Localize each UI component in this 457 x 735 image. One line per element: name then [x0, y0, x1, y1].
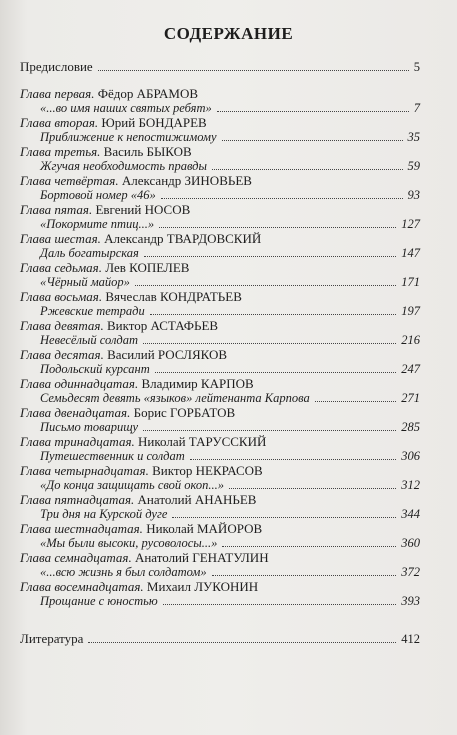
chapter-page: 147 — [401, 246, 420, 260]
dot-leader — [98, 70, 409, 71]
chapter-title-row — [20, 333, 420, 347]
chapter-title-row — [20, 101, 420, 115]
chapter-heading — [20, 434, 420, 449]
chapter-author: Вячеслав КОНДРАТЬЕВ — [105, 289, 242, 304]
chapter-author: Александр ЗИНОВЬЕВ — [121, 173, 252, 188]
chapter-heading — [20, 376, 420, 391]
chapter-title-row — [20, 362, 420, 376]
chapter-page: 271 — [401, 391, 420, 405]
chapter-number: Глава семнадцатая. — [20, 550, 132, 565]
chapter-author: Владимир КАРПОВ — [141, 376, 254, 391]
chapter-author: Лев КОПЕЛЕВ — [105, 260, 190, 275]
chapter-title: «...всю жизнь я был солдатом» — [40, 565, 207, 579]
chapter-author: Василь БЫКОВ — [103, 144, 192, 159]
chapter-title-row — [20, 246, 420, 260]
dot-leader — [143, 343, 396, 344]
chapter-number: Глава восьмая. — [20, 289, 103, 304]
chapter-title-row — [20, 449, 420, 463]
chapter-title-row — [20, 420, 420, 434]
dot-leader — [143, 430, 396, 431]
chapter-heading — [20, 579, 420, 594]
chapter-number: Глава тринадцатая. — [20, 434, 135, 449]
chapter-title: Приближение к непостижимому — [40, 130, 217, 144]
chapter-title: Ржевские тетради — [40, 304, 145, 318]
chapter-title-row — [20, 391, 420, 405]
toc-entry-chapter — [20, 579, 420, 608]
chapter-title: Невесёлый солдат — [40, 333, 138, 347]
dot-leader — [172, 517, 396, 518]
chapter-page: 247 — [401, 362, 420, 376]
dot-leader — [161, 198, 403, 199]
toc-entry-chapter — [20, 347, 420, 376]
dot-leader — [144, 256, 396, 257]
chapter-title: «Мы были высоки, русоволосы...» — [40, 536, 218, 550]
dot-leader — [155, 372, 397, 373]
chapter-page: 59 — [407, 159, 420, 173]
chapter-heading — [20, 86, 420, 101]
chapter-number: Глава одиннадцатая. — [20, 376, 139, 391]
chapter-heading — [20, 463, 420, 478]
chapter-title: «...во имя наших святых ребят» — [40, 101, 212, 115]
dot-leader — [159, 227, 396, 228]
chapter-number: Глава девятая. — [20, 318, 104, 333]
chapter-heading — [20, 318, 420, 333]
toc-entry-preface — [20, 60, 420, 74]
toc-entry-chapter — [20, 260, 420, 289]
chapter-author: Виктор НЕКРАСОВ — [152, 463, 263, 478]
dot-leader — [315, 401, 397, 402]
chapter-title: «Чёрный майор» — [40, 275, 130, 289]
chapter-title-row — [20, 217, 420, 231]
toc-entry-literature — [20, 632, 420, 646]
chapter-author: Анатолий ГЕНАТУЛИН — [134, 550, 269, 565]
chapter-number: Глава первая. — [20, 86, 95, 101]
toc-entry-chapter — [20, 550, 420, 579]
chapter-page: 171 — [401, 275, 420, 289]
preface-page: 5 — [413, 60, 420, 74]
literature-label: Литература — [20, 631, 84, 646]
chapter-title-row — [20, 594, 420, 608]
toc-entry-chapter — [20, 173, 420, 202]
chapter-heading — [20, 202, 420, 217]
chapter-number: Глава двенадцатая. — [20, 405, 131, 420]
chapter-page: 285 — [401, 420, 420, 434]
toc-entry-chapter — [20, 521, 420, 550]
chapter-title: Бортовой номер «46» — [40, 188, 156, 202]
dot-leader — [212, 169, 403, 170]
chapter-page: 306 — [401, 449, 420, 463]
chapter-title: Три дня на Курской дуге — [40, 507, 168, 521]
chapter-title-row — [20, 275, 420, 289]
chapter-title: Семьдесят девять «языков» лейтенанта Карпова — [40, 391, 310, 405]
chapter-page: 197 — [401, 304, 420, 318]
chapter-page: 216 — [401, 333, 420, 347]
chapter-list — [20, 86, 420, 608]
chapter-title-row — [20, 188, 420, 202]
chapter-number: Глава восемнадцатая. — [20, 579, 144, 594]
chapter-number: Глава вторая. — [20, 115, 99, 130]
chapter-page: 127 — [401, 217, 420, 231]
toc-entry-chapter — [20, 144, 420, 173]
chapter-number: Глава десятая. — [20, 347, 104, 362]
chapter-number: Глава седьмая. — [20, 260, 102, 275]
chapter-author: Анатолий АНАНЬЕВ — [137, 492, 257, 507]
dot-leader — [222, 546, 396, 547]
preface-label: Предисловие — [20, 59, 93, 74]
dot-leader — [135, 285, 396, 286]
page-title: СОДЕРЖАНИЕ — [163, 24, 294, 43]
chapter-title: «До конца защищать свой окоп...» — [40, 478, 225, 492]
toc-entry-chapter — [20, 376, 420, 405]
toc-entry-chapter — [20, 202, 420, 231]
chapter-heading — [20, 144, 420, 159]
toc-entry-chapter — [20, 405, 420, 434]
chapter-title: «Покормите птиц...» — [40, 217, 155, 231]
chapter-title-row — [20, 478, 420, 492]
dot-leader — [222, 140, 403, 141]
chapter-page: 7 — [413, 101, 420, 115]
chapter-author: Фёдор АБРАМОВ — [97, 86, 199, 101]
chapter-title: Путешественник и солдат — [40, 449, 185, 463]
chapter-title-row — [20, 130, 420, 144]
literature-page: 412 — [401, 632, 420, 646]
chapter-heading — [20, 405, 420, 420]
toc-entry-chapter — [20, 231, 420, 260]
chapter-author: Евгений НОСОВ — [95, 202, 191, 217]
chapter-heading — [20, 260, 420, 275]
chapter-author: Николай МАЙОРОВ — [146, 521, 263, 536]
dot-leader — [229, 488, 396, 489]
dot-leader — [163, 604, 397, 605]
toc-entry-chapter — [20, 463, 420, 492]
chapter-title-row — [20, 507, 420, 521]
chapter-author: Борис ГОРБАТОВ — [133, 405, 236, 420]
chapter-heading — [20, 347, 420, 362]
chapter-page: 93 — [407, 188, 420, 202]
chapter-number: Глава четырнадцатая. — [20, 463, 149, 478]
chapter-heading — [20, 173, 420, 188]
chapter-title: Прощание с юностью — [40, 594, 158, 608]
toc-entry-chapter — [20, 289, 420, 318]
chapter-page: 344 — [401, 507, 420, 521]
chapter-number: Глава четвёртая. — [20, 173, 119, 188]
toc-entry-chapter — [20, 434, 420, 463]
chapter-title: Жгучая необходимость правды — [40, 159, 207, 173]
chapter-author: Александр ТВАРДОВСКИЙ — [104, 231, 262, 246]
dot-leader — [212, 575, 397, 576]
chapter-page: 312 — [401, 478, 420, 492]
chapter-title: Подольский курсант — [40, 362, 150, 376]
chapter-number: Глава пятнадцатая. — [20, 492, 135, 507]
chapter-number: Глава третья. — [20, 144, 101, 159]
toc-entry-chapter — [20, 492, 420, 521]
chapter-number: Глава пятая. — [20, 202, 93, 217]
chapter-heading — [20, 115, 420, 130]
chapter-title: Даль богатырская — [40, 246, 139, 260]
chapter-title-row — [20, 565, 420, 579]
dot-leader — [217, 111, 409, 112]
chapter-page: 35 — [407, 130, 420, 144]
chapter-title-row — [20, 159, 420, 173]
chapter-number: Глава шестая. — [20, 231, 101, 246]
chapter-page: 372 — [401, 565, 420, 579]
toc-entry-chapter — [20, 115, 420, 144]
chapter-title: Письмо товарищу — [40, 420, 139, 434]
chapter-author: Виктор АСТАФЬЕВ — [106, 318, 219, 333]
chapter-title-row — [20, 536, 420, 550]
chapter-number: Глава шестнадцатая. — [20, 521, 143, 536]
chapter-heading — [20, 289, 420, 304]
toc-entry-chapter — [20, 86, 420, 115]
chapter-author: Николай ТАРУССКИЙ — [138, 434, 267, 449]
chapter-title-row — [20, 304, 420, 318]
chapter-heading — [20, 550, 420, 565]
dot-leader — [150, 314, 397, 315]
chapter-heading — [20, 521, 420, 536]
chapter-heading — [20, 231, 420, 246]
chapter-author: Юрий БОНДАРЕВ — [101, 115, 207, 130]
toc-entry-chapter — [20, 318, 420, 347]
table-of-contents — [20, 60, 420, 646]
dot-leader — [88, 642, 396, 643]
chapter-author: Василий РОСЛЯКОВ — [107, 347, 228, 362]
chapter-author: Михаил ЛУКОНИН — [146, 579, 259, 594]
dot-leader — [190, 459, 397, 460]
chapter-heading — [20, 492, 420, 507]
chapter-page: 360 — [401, 536, 420, 550]
chapter-page: 393 — [401, 594, 420, 608]
